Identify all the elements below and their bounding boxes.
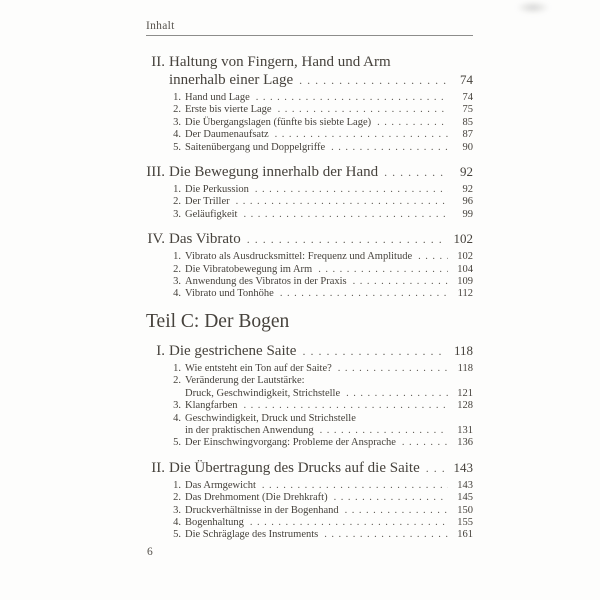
page-number: 90 <box>462 141 473 153</box>
page-number: 75 <box>462 104 473 116</box>
page-number: 121 <box>457 387 473 399</box>
dot-leader <box>275 129 448 141</box>
toc-item-label: Klangfarben <box>185 400 238 412</box>
toc-item-label: Das Armgewicht <box>185 479 256 491</box>
page-number: 143 <box>457 479 473 491</box>
toc-item-row <box>146 117 473 129</box>
dot-leader <box>318 264 448 276</box>
toc-chapter-row <box>146 230 473 248</box>
toc-item-number: 2. <box>173 492 181 504</box>
page-number: 92 <box>460 164 473 180</box>
page-number: 131 <box>457 424 473 436</box>
toc-item-number: 2. <box>173 263 181 275</box>
toc-item-number: 2. <box>173 375 181 387</box>
toc-item-row <box>146 92 473 104</box>
toc-item-number: 2. <box>173 104 181 116</box>
toc-item-number: 5. <box>173 529 181 541</box>
page-number: 161 <box>457 529 473 541</box>
toc-item-label: Geschwindigkeit, Druck und Strichstelle <box>185 412 356 424</box>
page-number: 143 <box>453 459 473 475</box>
toc-item-label: Die Schräglage des Instruments <box>185 529 319 541</box>
dot-leader <box>402 437 448 449</box>
dot-leader <box>262 480 448 492</box>
toc-item-number: 3. <box>173 400 181 412</box>
toc-chapter-row <box>146 459 473 477</box>
toc-section <box>146 163 473 221</box>
page-number: 118 <box>457 362 473 374</box>
dot-leader <box>256 92 448 104</box>
page-number: 109 <box>457 276 473 288</box>
toc-item-label: Anwendung des Vibratos in der Praxis <box>185 276 347 288</box>
chapter-numeral: I. <box>156 342 165 359</box>
toc-item-row <box>146 363 473 375</box>
chapter-numeral: II. <box>151 54 165 70</box>
chapter-title: Die Übertragung des Drucks auf die Saite <box>169 459 420 476</box>
page-number: 74 <box>460 72 473 87</box>
toc-item-number: 2. <box>173 196 181 208</box>
dot-leader <box>331 142 448 154</box>
toc-item-row <box>146 104 473 116</box>
toc-item-row-continuation <box>146 388 473 400</box>
page-number: 150 <box>457 504 473 516</box>
toc-item-number: 1. <box>173 92 181 103</box>
toc-item-number: 3. <box>173 116 181 128</box>
toc-item-row <box>146 209 473 221</box>
dot-leader <box>418 251 448 263</box>
toc-item-row <box>146 480 473 492</box>
page-number: 155 <box>457 516 473 528</box>
page-number: 112 <box>457 288 473 300</box>
toc-item-row <box>146 251 473 263</box>
dot-leader <box>338 363 448 375</box>
toc-item-label: Vibrato und Tonhöhe <box>185 288 274 300</box>
dot-leader <box>345 505 448 517</box>
toc-item-list <box>146 363 473 450</box>
dot-leader <box>377 117 448 129</box>
toc-item-number: 5. <box>173 141 181 153</box>
toc-item-number: 4. <box>173 288 181 300</box>
toc-item-label: Veränderung der Lautstärke: <box>185 375 305 387</box>
toc-item-label: Hand und Lage <box>185 92 250 103</box>
dot-leader <box>280 288 448 300</box>
toc-item-label: Die Perkussion <box>185 184 249 196</box>
dot-leader <box>250 517 448 529</box>
page-number: 92 <box>462 184 473 196</box>
toc-item-row <box>146 505 473 517</box>
page-number: 118 <box>453 342 473 358</box>
toc-item-label-continuation: Druck, Geschwindigkeit, Strichstelle <box>185 387 341 399</box>
running-header-label: Inhalt <box>146 20 175 32</box>
chapter-title: Haltung von Fingern, Hand und Arm <box>169 54 391 70</box>
toc-item-number: 1. <box>173 362 181 374</box>
dot-leader <box>353 276 448 288</box>
toc-item-number: 4. <box>173 516 181 528</box>
toc-item-label: Der Einschwingvorgang: Probleme der Ansprache <box>185 437 396 449</box>
dot-leader <box>299 72 446 89</box>
toc-chapter-row-continuation <box>146 71 473 89</box>
dot-leader <box>302 343 446 360</box>
toc-item-label: Wie entsteht ein Ton auf der Saite? <box>185 362 332 374</box>
toc-section <box>146 459 473 542</box>
toc-item-list <box>146 92 473 154</box>
page-number: 87 <box>462 129 473 141</box>
toc-item-row <box>146 142 473 154</box>
footer-page-number: 6 <box>147 546 153 558</box>
toc-item-label: Vibrato als Ausdrucksmittel: Frequenz und Amplitude <box>185 251 413 263</box>
dot-leader <box>255 184 448 196</box>
toc-item-list <box>146 184 473 221</box>
dot-leader <box>243 400 448 412</box>
dot-leader <box>320 425 448 437</box>
toc-item-label: Die Übergangslagen (fünfte bis siebte Lage) <box>185 116 372 128</box>
page-number: 85 <box>462 116 473 128</box>
dot-leader <box>426 460 446 477</box>
toc-item-row-continuation <box>146 425 473 437</box>
toc-item-row <box>146 437 473 449</box>
toc-item-list <box>146 480 473 542</box>
page-number: 102 <box>453 231 473 247</box>
toc-item-number: 5. <box>173 437 181 449</box>
toc-page <box>146 20 473 551</box>
toc-item-label: Das Drehmoment (Die Drehkraft) <box>185 492 328 504</box>
header-rule <box>146 35 473 36</box>
toc-item-number: 1. <box>173 479 181 491</box>
toc-chapter-row <box>146 342 473 360</box>
page-number: 145 <box>457 492 473 504</box>
toc-chapter-row <box>146 163 473 181</box>
paper-smudge <box>516 1 550 14</box>
chapter-title: Die gestrichene Saite <box>169 342 297 359</box>
page-number: 128 <box>457 400 473 412</box>
page-number: 102 <box>457 251 473 263</box>
chapter-title: Das Vibrato <box>169 231 241 248</box>
dot-leader <box>247 231 446 248</box>
toc-item-row <box>146 184 473 196</box>
toc-item-row <box>146 492 473 504</box>
toc-item-label: Der Triller <box>185 196 230 208</box>
toc-item-row <box>146 375 473 387</box>
dot-leader <box>384 164 446 181</box>
page-number: 74 <box>462 92 473 103</box>
dot-leader <box>236 196 448 208</box>
toc-item-label-continuation: in der praktischen Anwendung <box>185 424 314 436</box>
dot-leader <box>278 104 448 116</box>
part-heading: Teil C: Der Bogen <box>146 310 290 332</box>
toc-item-label: Bogenhaltung <box>185 516 244 528</box>
toc-item-number: 4. <box>173 129 181 141</box>
dot-leader <box>324 529 448 541</box>
toc-section <box>146 54 473 154</box>
toc-item-label: Geläufigkeit <box>185 208 238 220</box>
toc-item-label: Druckverhältnisse in der Bogenhand <box>185 504 339 516</box>
toc-item-number: 1. <box>173 184 181 196</box>
chapter-numeral: II. <box>151 459 165 476</box>
toc-item-row <box>146 288 473 300</box>
page-number: 96 <box>462 196 473 208</box>
toc-item-row <box>146 400 473 412</box>
toc-item-row <box>146 196 473 208</box>
toc-item-number: 3. <box>173 504 181 516</box>
toc-item-row <box>146 413 473 425</box>
toc-item-number: 4. <box>173 412 181 424</box>
toc-section <box>146 230 473 301</box>
page-number: 136 <box>457 437 473 449</box>
toc-item-row <box>146 529 473 541</box>
toc-item-row <box>146 264 473 276</box>
toc-item-label: Erste bis vierte Lage <box>185 104 272 116</box>
page-number: 104 <box>457 263 473 275</box>
toc-item-row <box>146 276 473 288</box>
page-number: 99 <box>462 208 473 220</box>
dot-leader <box>346 388 448 400</box>
toc-item-number: 1. <box>173 251 181 263</box>
toc-item-label: Der Daumenaufsatz <box>185 129 269 141</box>
dot-leader <box>334 492 448 504</box>
chapter-numeral: III. <box>146 164 165 181</box>
toc-item-row <box>146 517 473 529</box>
toc-item-label: Die Vibratobewegung im Arm <box>185 263 313 275</box>
toc-item-list <box>146 251 473 301</box>
chapter-title-continuation: innerhalb einer Lage <box>169 72 294 88</box>
toc-item-number: 3. <box>173 208 181 220</box>
toc-item-number: 3. <box>173 276 181 288</box>
dot-leader <box>243 209 448 221</box>
toc-chapter-row <box>146 54 473 71</box>
toc-item-label: Saitenübergang und Doppelgriffe <box>185 141 326 153</box>
toc-item-row <box>146 129 473 141</box>
table-of-contents <box>146 54 473 542</box>
chapter-title: Die Bewegung innerhalb der Hand <box>169 164 379 181</box>
toc-section <box>146 342 473 450</box>
chapter-numeral: IV. <box>147 231 165 248</box>
